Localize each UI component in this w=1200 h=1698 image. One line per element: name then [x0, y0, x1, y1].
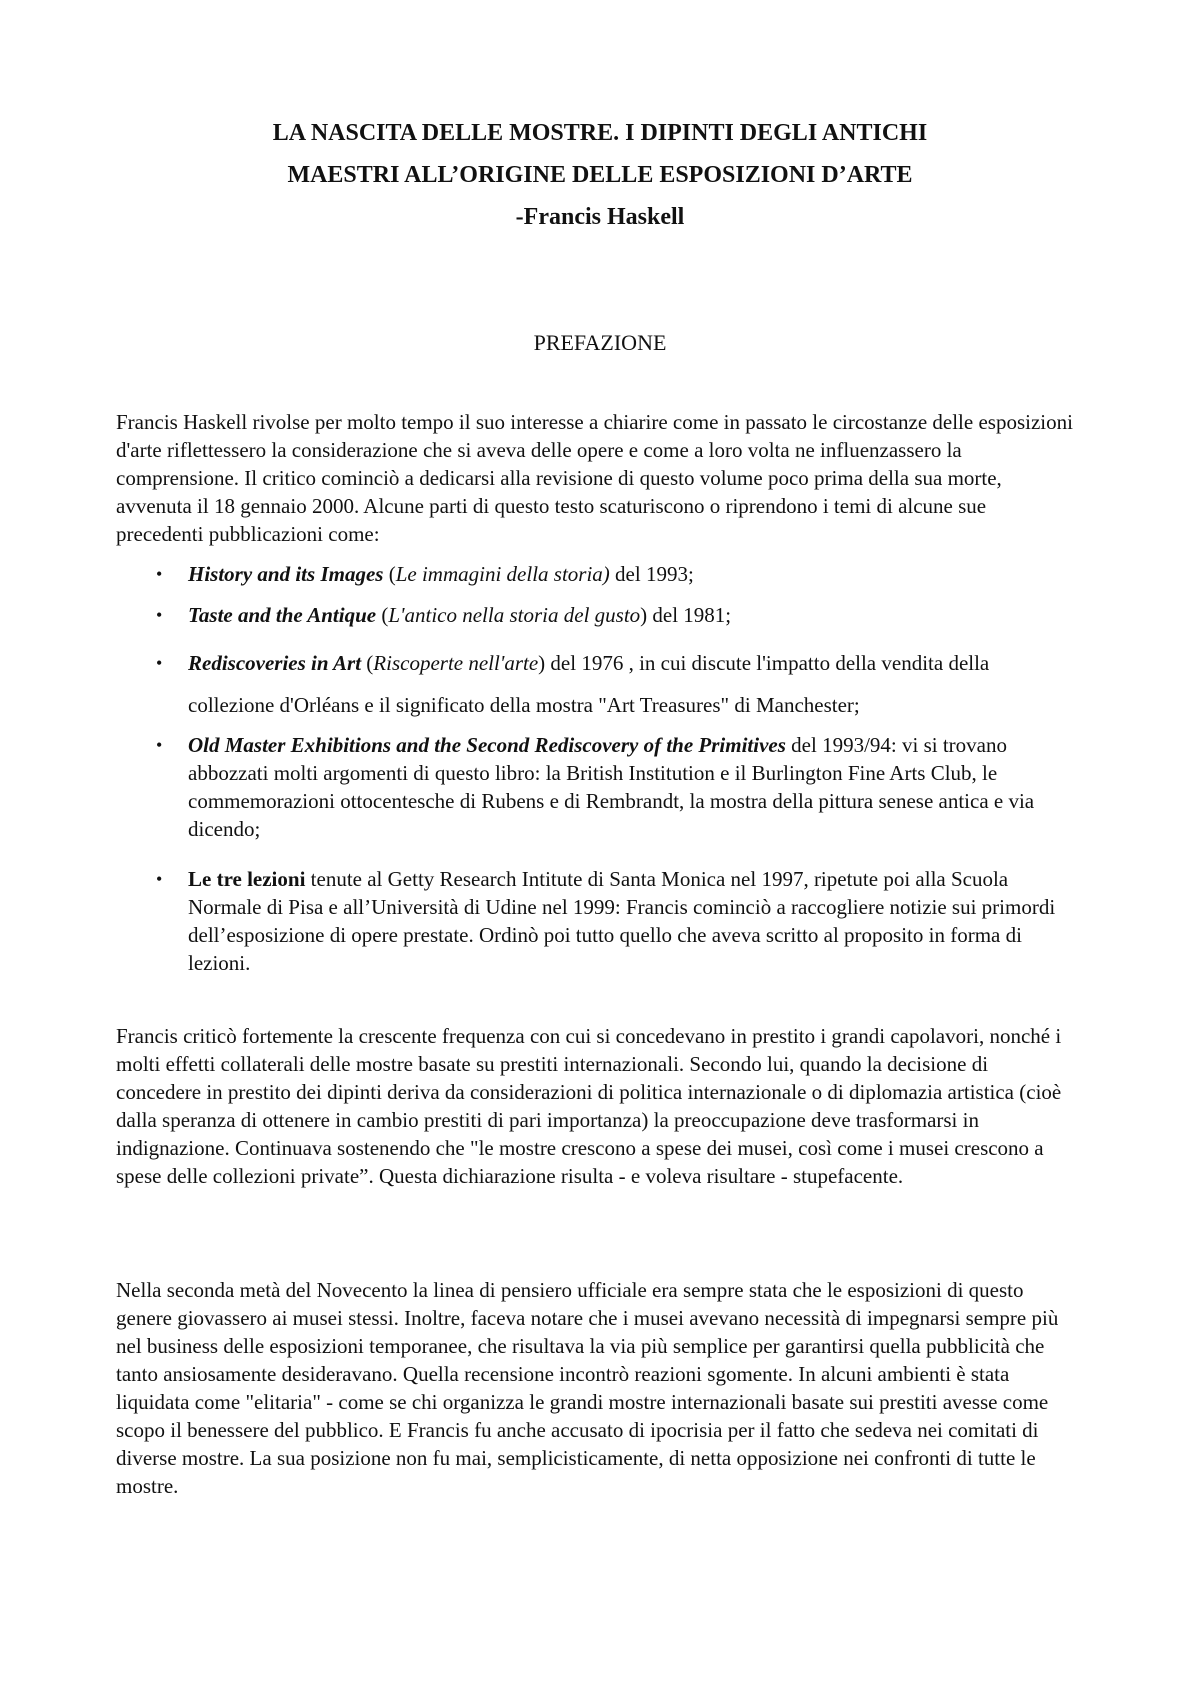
bullet-icon: •: [156, 653, 163, 673]
publication-title: History and its Images: [188, 562, 384, 586]
bullet-text: tenute al Getty Research Intitute di Santa Monica nel 1997, ripetute poi alla Scuola Normale di Pisa e all’Università di Udine nel 1999: Francis cominciò a raccogliere notizie sui primordi dell’esposizione di opere prestate. Ordinò poi tutto quello che aveva scritto al proposito in forma di lezioni.: [188, 867, 1056, 975]
bullet-icon: •: [156, 869, 163, 889]
document-title: [0, 112, 1200, 238]
bullet-paren: (: [383, 562, 396, 586]
section-heading: PREFAZIONE: [533, 330, 667, 355]
author-line: -Francis Haskell: [515, 204, 685, 230]
bullet-paren: (: [376, 603, 389, 627]
bullet-icon: •: [156, 605, 163, 625]
publication-list: [116, 560, 1076, 990]
title-line-1: LA NASCITA DELLE MOSTRE. I DIPINTI DEGLI ANTICHI: [272, 120, 928, 146]
publication-title: Le tre lezioni: [188, 867, 306, 891]
paragraph-intro: Francis Haskell rivolse per molto tempo il suo interesse a chiarire come in passato le circostanze delle esposizioni d'arte riflettessero la considerazione che si aveva delle opere e come a loro volta ne influenzassero la comprensione. Il critico cominciò a dedicarsi alla revisione di questo volume poco prima della sua morte, avvenuta il 18 gennaio 2000. Alcune parti di questo testo scaturiscono o riprendono i temi di alcune sue precedenti pubblicazioni come:: [116, 410, 1073, 546]
italian-title: L'antico nella storia del gusto: [388, 603, 641, 627]
paragraph-criticism: Francis criticò fortemente la crescente frequenza con cui si concedevano in prestito i grandi capolavori, nonché i molti effetti collaterali delle mostre basate su prestiti internazionali. Secondo lui, quando la decisione di concedere in prestito dei dipinti deriva da considerazioni di politica internazionale o di diplomazia artistica (cioè dalla speranza di ottenere in cambio prestiti di pari importanza) la preoccupazione deve trasformarsi in indignazione. Continuava sostenendo che "le mostre crescono a spese dei musei, così come i musei crescono a spese delle collezioni private”. Questa dichiarazione risulta - e voleva risultare - stupefacente.: [116, 1024, 1062, 1188]
bullet-text: del 1993/94: vi si trovano abbozzati molti argomenti di questo libro: la British Institution e il Burlington Fine Arts Club, le commemorazioni ottocentesche di Rubens e di Rembrandt, la mostra della pittura senese antica e via dicendo;: [188, 733, 1035, 841]
publication-title: Old Master Exhibitions and the Second Rediscovery of the Primitives: [188, 733, 786, 757]
publication-title: Rediscoveries in Art: [188, 651, 362, 675]
bullet-text: del 1993;: [609, 562, 694, 586]
bullet-text: ) del 1981;: [640, 603, 732, 627]
paragraph-context: Nella seconda metà del Novecento la linea di pensiero ufficiale era sempre stata che le esposizioni di questo genere giovassero ai musei stessi. Inoltre, faceva notare che i musei avevano necessità di impegnarsi sempre più nel business delle esposizioni temporanee, che risultava la via più semplice per garantirsi quella pubblicità che tanto ansiosamente desideravano. Quella recensione incontrò reazioni sgomente. In alcuni ambienti è stata liquidata come "elitaria" - come se chi organizza le grandi mostre internazionali basate sui prestiti avesse come scopo il benessere del pubblico. E Francis fu anche accusato di ipocrisia per il fatto che sedeva nei comitati di diverse mostre. La sua posizione non fu mai, semplicisticamente, di netta opposizione nei confronti di tutte le mostre.: [116, 1278, 1059, 1498]
bullet-icon: •: [156, 735, 163, 755]
bullet-icon: •: [156, 564, 163, 584]
list-item: [116, 731, 1076, 843]
bullet-text: ) del 1976 , in cui discute l'impatto della vendita della collezione d'Orléans e il significato della mostra "Art Treasures" di Manchester;: [188, 651, 990, 717]
italian-title: Riscoperte nell'arte: [373, 651, 539, 675]
publication-title: Taste and the Antique: [188, 603, 377, 627]
list-item: [116, 560, 1076, 588]
list-item: [116, 601, 1076, 629]
italian-title: Le immagini della storia): [395, 562, 610, 586]
list-item: [116, 642, 1076, 726]
bullet-paren: (: [361, 651, 374, 675]
list-item: [116, 865, 1076, 977]
title-line-2: MAESTRI ALL’ORIGINE DELLE ESPOSIZIONI D’ARTE: [287, 162, 913, 188]
